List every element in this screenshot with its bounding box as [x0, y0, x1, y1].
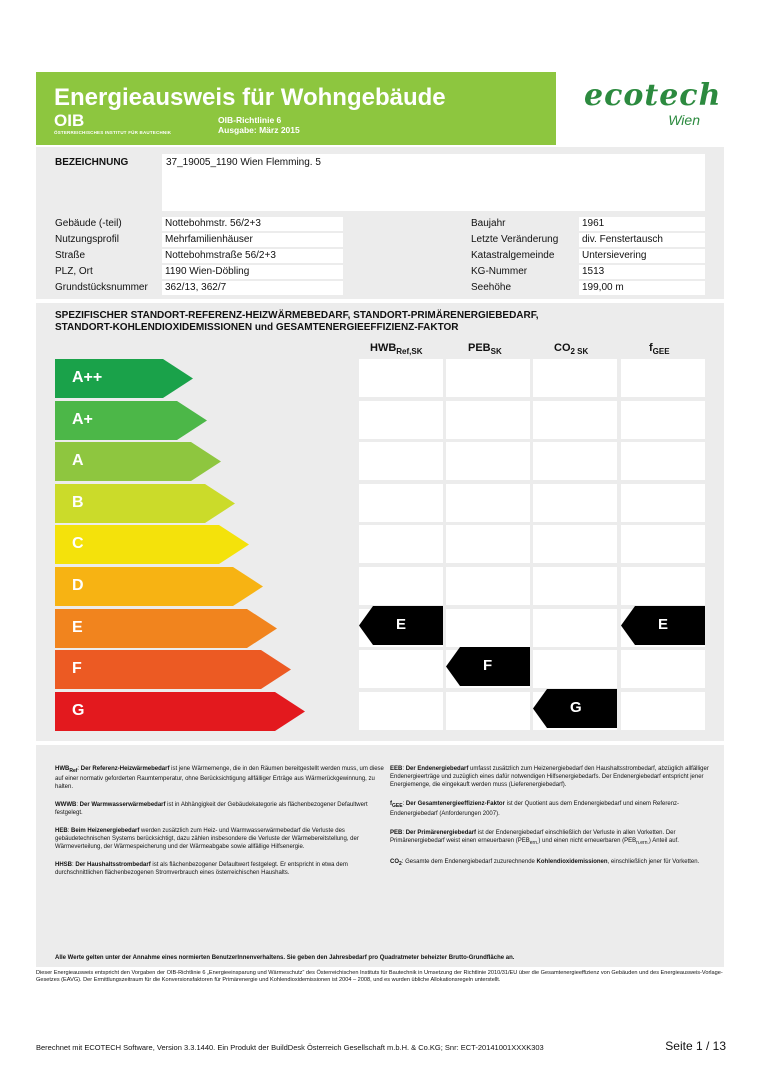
definition-peb-term: PEB: [390, 830, 403, 836]
definition-peb-text: ist der Endenergiebedarf einschließlich der Verluste in allen Vorketten. Der Primärenergiebedarf weist einen erneuerbaren (PEB: [390, 830, 676, 844]
info-value-left: 1190 Wien-Döbling: [162, 265, 343, 279]
rating-marker-label-fgee: E: [658, 616, 669, 633]
column-header-fgee-sub: GEE: [652, 347, 670, 357]
column-header-peb-main: PEB: [468, 342, 491, 354]
page-number: Seite 1 / 13: [665, 1039, 726, 1053]
rating-grid-cell: [359, 442, 443, 480]
oib-label: OIB: [54, 111, 85, 130]
energy-class-label: D: [72, 577, 84, 594]
definition-hhsb: HHSB: Der Haushaltsstrombedarf ist als flächenbezogener Defaultwert festgelegt. Er entspricht in etwa dem durchschnittlichen flächenbezogenen Stromverbrauch eines österreichischen Haushalts.: [55, 862, 348, 876]
definition-heb: HEB: Beim Heizenergiebedarf werden zusätzlich zum Heiz- und Warmwasserwärmebedarf die Verluste des gebäudetechnischen Systems berücksichtigt, dazu zählen insbesondere die Verluste der Wärmebereitstellung, der Wärmeverteilung, der Wärmespeicherung und der Wärmeabgabe sowie allfällige Hilfsenergie.: [55, 828, 359, 850]
guideline-name: OIB-Richtlinie 6: [218, 115, 282, 125]
definition-fgee-lead: Der Gesamtenergieeffizienz-Faktor: [405, 801, 505, 807]
rating-grid-cell: [533, 609, 617, 647]
energy-class-label: G: [72, 702, 85, 719]
info-label-left: PLZ, Ort: [55, 266, 93, 277]
definition-wwwb-text: ist in Abhängigkeit der Gebäudekategorie als flächenbezogener Defaultwert festgelegt.: [55, 802, 368, 816]
info-label-right: Letzte Veränderung: [471, 234, 559, 245]
column-header-hwb: [370, 342, 423, 356]
efficiency-title: [55, 310, 539, 334]
definition-wwwb-lead: Der Warmwasserwärmebedarf: [79, 802, 166, 808]
info-value-left: Mehrfamilienhäuser: [162, 233, 343, 247]
column-header-hwb-main: HWB: [370, 342, 397, 354]
definition-hwb-lead: Der Referenz-Heizwärmebedarf: [80, 766, 170, 772]
definition-co2-text-b: , einschließlich jener für Vorketten.: [607, 859, 700, 865]
definition-hhsb-lead: Der Haushaltsstrombedarf: [75, 862, 151, 868]
definition-hwb-text: ist jene Wärmemenge, die in den Räumen bereitgestellt werden muss, um diese auf einer normativ geforderten Raumtemperatur, ohne Berücksichtigung allfälliger Erträge aus Wärmerückgewinnung, zu halten.: [55, 766, 384, 791]
column-header-peb: [468, 342, 502, 356]
rating-grid-cell: [621, 401, 705, 439]
info-label-right: Baujahr: [471, 218, 506, 229]
info-value-left: Nottebohmstr. 56/2+3: [162, 217, 343, 231]
info-value-left: 362/13, 362/7: [162, 281, 343, 295]
definition-fgee-text: ist der Quotient aus dem Endenergiebedarf und einem Referenz-Endenergiebedarf (Anforderungen 2007).: [390, 801, 680, 818]
info-label-left: Grundstücksnummer: [55, 282, 148, 293]
info-label-right: Seehöhe: [471, 282, 512, 293]
logo-subtitle: Wien: [668, 112, 700, 128]
rating-grid-cell: [446, 567, 530, 605]
definition-peb: PEB: Der Primärenergiebedarf ist der Endenergiebedarf einschließlich der Verluste in allen Vorketten. Der Primärenergiebedarf weist einen erneuerbaren $(PEB_{ern.})$ und einen nicht erneuerbaren $(PEB_{n.ern.})$ Anteil auf.: [390, 830, 679, 847]
rating-grid-cell: [446, 401, 530, 439]
energy-class-label: A+: [72, 411, 93, 428]
rating-grid-cell: [621, 442, 705, 480]
legal-note: Dieser Energieausweis entspricht den Vorgaben der OIB-Richtlinie 6 „Energieeinsparung und Wärmeschutz“ des Österreichischen Instituts für Bautechnik in Umsetzung der Richtlinie 2010/31/EU über die Gesamtenergieeffizienz von Gebäuden und des Energieausweis-Vorlage-Gesetzes (EAVG). Der Ermittlungszeitraum für die Konversionsfaktoren für Primärenergie und Kohlendioxidemissionen ist 2004 – 2008, und es wurden übliche Allokationsregeln unterstellt.: [36, 970, 723, 983]
column-header-co2-sub: 2 SK: [570, 347, 589, 357]
definition-eeb: EEB: Der Endenergiebedarf umfasst zusätzlich zum Heizenergiebedarf den Haushaltsstrombedarf, abzüglich allfälliger Endenergieerträge und zuzüglich eines dafür notwendigen Hilfsenergiebedarfs. Der Endenergiebedarf entspricht jener Energiemenge, die eingekauft werden muss (Lieferenergiebedarf).: [390, 766, 709, 788]
energy-class-arrow-shape: [55, 525, 249, 564]
column-header-fgee: [649, 342, 670, 356]
definition-hhsb-text: ist als flächenbezogener Defaultwert festgelegt. Er entspricht in etwa dem durchschnittlichen flächenbezogenen Stromverbrauch eines österreichischen Haushalts.: [55, 862, 348, 876]
definition-eeb-term: EEB: [390, 766, 403, 772]
info-value-right: 199,00 m: [579, 281, 705, 295]
logo-area: [556, 72, 724, 145]
rating-grid-cell: [533, 484, 617, 522]
energy-class-arrow-shape: [55, 567, 263, 606]
column-header-co2: [554, 342, 588, 356]
definition-heb-term: HEB: [55, 828, 68, 834]
definition-hwb-term: $HWB_{Ref}$: [55, 766, 78, 775]
energy-class-label: F: [72, 660, 82, 677]
info-value-right: div. Fenstertausch: [579, 233, 705, 247]
energy-class-label: A++: [72, 369, 103, 386]
energy-class-arrow: [55, 525, 249, 564]
info-value-right: 1513: [579, 265, 705, 279]
rating-grid-cell: [359, 525, 443, 563]
oib-institute-name: ÖSTERREICHISCHES INSTITUT FÜR BAUTECHNIK: [54, 130, 172, 135]
info-label-left: Straße: [55, 250, 86, 261]
rating-grid-cell: [446, 442, 530, 480]
document-title: Energieausweis für Wohngebäude: [54, 84, 446, 111]
ecotech-logo: ecotech: [584, 78, 722, 113]
energy-class-label: B: [72, 494, 84, 511]
efficiency-title-line2: STANDORT-KOHLENDIOXIDEMISSIONEN und GESAMTENERGIEEFFIZIENZ-FAKTOR: [55, 322, 459, 333]
column-header-peb-sub: SK: [490, 347, 502, 357]
guideline-edition: Ausgabe: März 2015: [218, 125, 300, 135]
rating-marker-label-peb: F: [483, 657, 493, 674]
rating-grid-cell: [446, 525, 530, 563]
rating-grid-cell: [533, 525, 617, 563]
info-label-right: Katastralgemeinde: [471, 250, 555, 261]
energy-class-label: A: [72, 452, 84, 469]
info-label-right: KG-Nummer: [471, 266, 528, 277]
energy-class-label: C: [72, 535, 84, 552]
definition-co2-lead: Kohlendioxidemissionen: [536, 859, 608, 865]
rating-grid-cell: [533, 442, 617, 480]
designation-value: 37_19005_1190 Wien Flemming. 5: [166, 157, 321, 168]
energy-class-arrow: [55, 650, 291, 689]
definition-hhsb-term: HHSB: [55, 862, 73, 868]
footer-text: Berechnet mit ECOTECH Software, Version 3.3.1440. Ein Produkt der BuildDesk Österreich Gesellschaft m.b.H. & Co.KG; Snr: ECT-20141001XXXK303: [36, 1043, 544, 1052]
designation-label: BEZEICHNUNG: [55, 157, 129, 168]
rating-grid-cell: [621, 650, 705, 688]
energy-class-arrow-shape: [55, 650, 291, 689]
rating-grid-cell: [533, 650, 617, 688]
rating-grid-cell: [621, 525, 705, 563]
rating-grid-cell: [533, 401, 617, 439]
rating-grid-cell: [446, 359, 530, 397]
definition-co2-term: $CO_2$: [390, 859, 402, 868]
rating-grid-cell: [621, 692, 705, 730]
definition-co2-text-a: Gesamte dem Endenergiebedarf zuzurechnende: [405, 859, 535, 865]
definition-co2: $CO_2$: Gesamte dem Endenergiebedarf zuzurechnende Kohlendioxidemissionen, einschließlich jener für Vorketten.: [390, 859, 700, 868]
definition-heb-lead: Beim Heizenergiebedarf: [71, 828, 140, 834]
guideline-info: [218, 115, 300, 135]
definition-hwb: $HWB_{Ref}$: Der Referenz-Heizwärmebedarf ist jene Wärmemenge, die in den Räumen bereitgestellt werden muss, um diese auf einer normativ geforderten Raumtemperatur, ohne Berücksichtigung allfälliger Erträge aus Wärmerückgewinnung, zu halten.: [55, 766, 384, 791]
info-value-right: Untersievering: [579, 249, 705, 263]
rating-grid-cell: [533, 359, 617, 397]
header-banner: [36, 72, 724, 145]
definition-eeb-lead: Der Endenergiebedarf: [405, 766, 469, 772]
definition-wwwb: WWWB: Der Warmwasserwärmebedarf ist in Abhängigkeit der Gebäudekategorie als flächenbezogener Defaultwert festgelegt.: [55, 802, 368, 816]
info-value-right: 1961: [579, 217, 705, 231]
energy-class-arrow-shape: [55, 609, 277, 648]
rating-grid-cell: [359, 401, 443, 439]
info-label-left: Gebäude (-teil): [55, 218, 122, 229]
rating-grid-cell: [359, 359, 443, 397]
info-value-left: Nottebohmstraße 56/2+3: [162, 249, 343, 263]
rating-grid-cell: [359, 567, 443, 605]
rating-grid-cell: [621, 484, 705, 522]
definition-heb-text: werden zusätzlich zum Heiz- und Warmwasserwärmebedarf die Verluste des gebäudetechnischen Systems berücksichtigt, dazu zählen insbesondere die Verluste der Wärmebereitstellung, der Wärmeverteilung, der Wärmespeicherung und der Wärmeabgabe sowie allfällige Hilfsenergie.: [55, 828, 359, 850]
rating-grid-cell: [446, 484, 530, 522]
rating-grid-cell: [446, 609, 530, 647]
rating-grid-cell: [446, 692, 530, 730]
column-header-fgee-main: f: [649, 342, 653, 354]
rating-grid-cell: [359, 484, 443, 522]
definition-fgee-term: $f_{GEE}$: [390, 801, 403, 810]
energy-class-label: E: [72, 619, 83, 636]
info-label-left: Nutzungsprofil: [55, 234, 119, 245]
rating-grid-cell: [359, 692, 443, 730]
efficiency-title-line1: SPEZIFISCHER STANDORT-REFERENZ-HEIZWÄRMEBEDARF, STANDORT-PRIMÄRENERGIEBEDARF,: [55, 310, 539, 321]
definition-wwwb-term: WWWB: [55, 802, 77, 808]
definition-peb-lead: Der Primärenergiebedarf: [405, 830, 477, 836]
column-header-co2-main: CO: [554, 342, 571, 354]
energy-class-arrow: [55, 609, 277, 648]
definition-eeb-text: umfasst zusätzlich zum Heizenergiebedarf den Haushaltsstrombedarf, abzüglich allfälliger Endenergieerträge und zuzüglich eines dafür notwendigen Hilfsenergiebedarfs. Der Endenergiebedarf entspricht jener Energiemenge, die eingekauft werden muss (Lieferenergiebedarf).: [390, 766, 709, 788]
assumption-note: Alle Werte gelten unter der Annahme eines normierten BenutzerInnenverhaltens. Sie geben den Jahresbedarf pro Quadratmeter beheizter Brutto-Grundfläche an.: [55, 955, 515, 961]
definition-fgee: $f_{GEE}$: Der Gesamtenergieeffizienz-Faktor ist der Quotient aus dem Endenergiebedarf und einem Referenz-Endenergiebedarf (Anforderungen 2007).: [390, 801, 680, 818]
rating-marker-label-hwb: E: [396, 616, 407, 633]
rating-marker-label-co2: G: [570, 699, 582, 716]
energy-class-arrow: [55, 692, 305, 731]
energy-class-arrow: [55, 567, 263, 606]
rating-grid-cell: [621, 567, 705, 605]
column-header-hwb-sub: Ref,SK: [396, 347, 423, 357]
rating-grid-cell: [621, 359, 705, 397]
rating-grid-cell: [359, 650, 443, 688]
energy-class-arrow-shape: [55, 692, 305, 731]
rating-grid-cell: [533, 567, 617, 605]
